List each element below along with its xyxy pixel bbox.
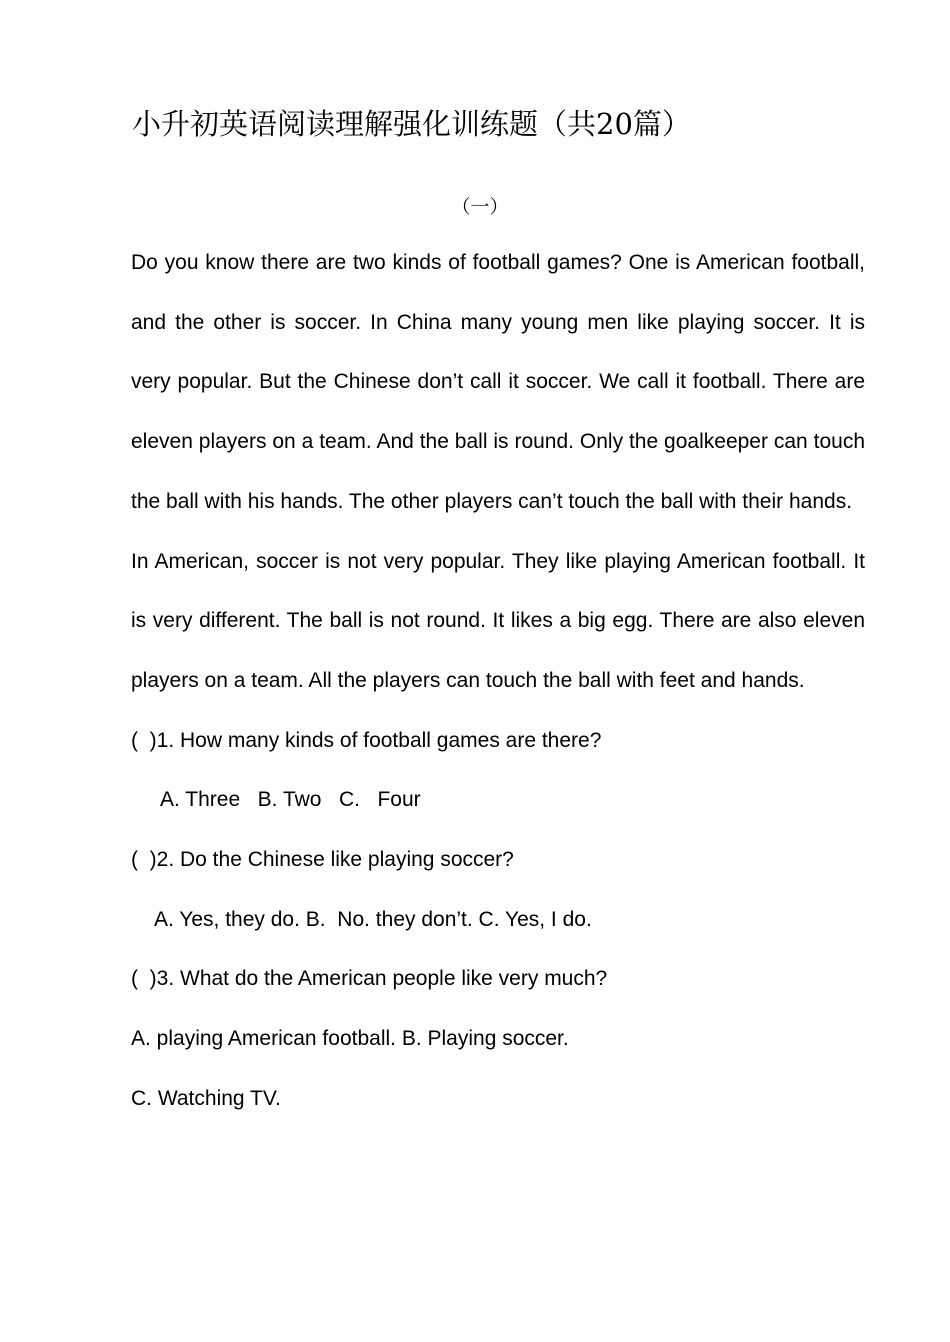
question-3-options-line-1: A. playing American football. B. Playing soccer.: [131, 1027, 569, 1051]
question-2-options: A. Yes, they do. B. No. they don’t. C. Yes, I do.: [154, 907, 592, 931]
passage-paragraph-2: In American, soccer is not very popular. They like playing American football. It is very different. The ball is not round. It likes a big egg. There are also eleven players on a team. All the players can touch the ball with feet and hands.: [131, 549, 865, 692]
passage-number-label: （一）: [451, 196, 509, 218]
question-3-options-line-2: C. Watching TV.: [131, 1086, 281, 1110]
passage-body: [131, 233, 865, 1129]
passage-paragraph-1: Do you know there are two kinds of football games? One is American football, and the other is soccer. In China many young men like playing soccer. It is very popular. But the Chinese don’t call it soccer. We call it football. There are eleven players on a team. And the ball is round. Only the goalkeeper can touch the ball with his hands. The other players can’t touch the ball with their hands.: [131, 251, 865, 513]
question-2: ( )2. Do the Chinese like playing soccer?: [131, 848, 514, 872]
question-1-options: A. Three B. Two C. Four: [160, 788, 421, 812]
question-1: ( )1. How many kinds of football games are there?: [131, 728, 602, 752]
question-3: ( )3. What do the American people like very much?: [131, 967, 608, 991]
document-title: 小升初英语阅读理解强化训练题（共20篇）: [132, 107, 691, 141]
passage-number: [0, 194, 950, 220]
